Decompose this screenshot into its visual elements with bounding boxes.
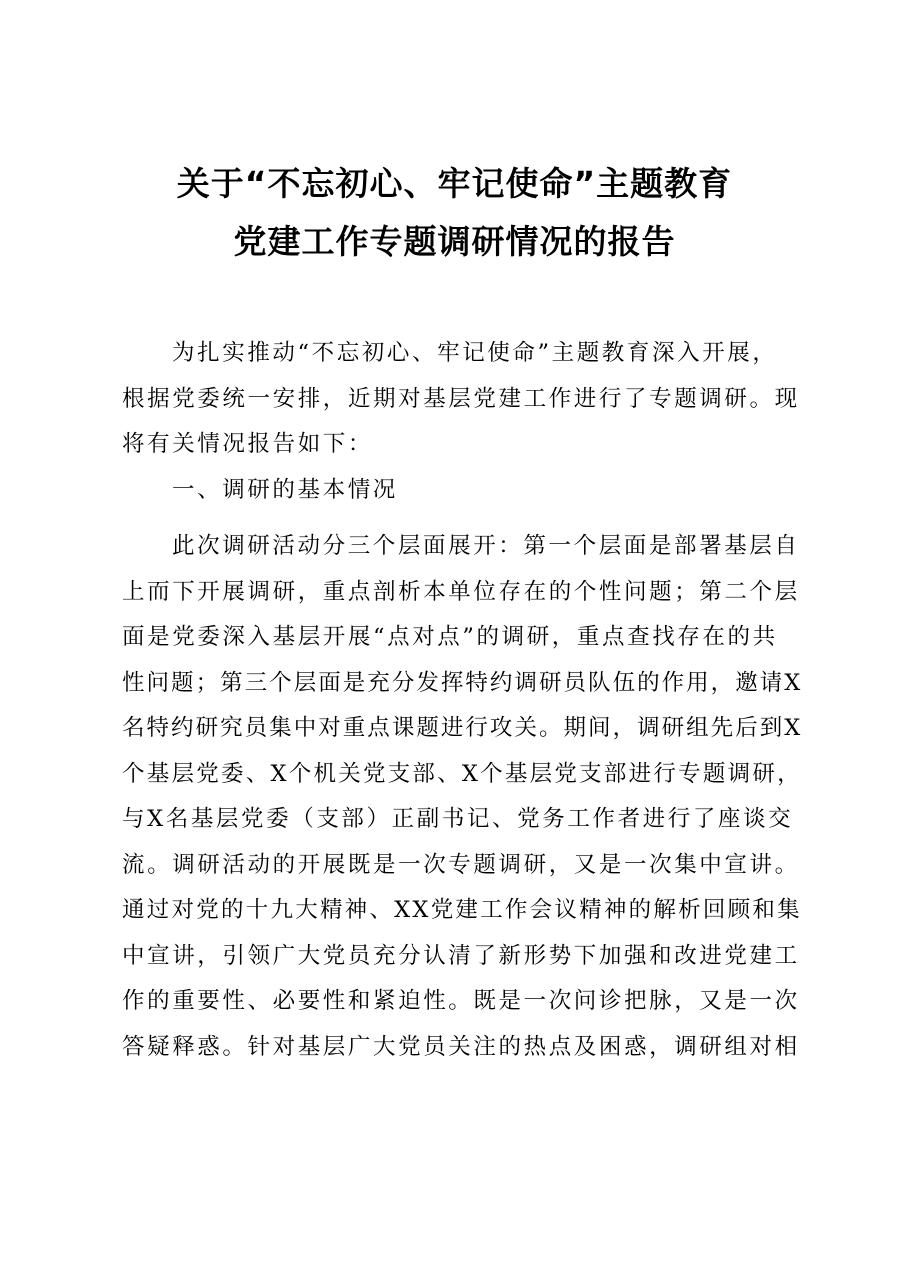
intro-paragraph	[122, 331, 802, 468]
body-line: 流。调研活动的开展既是一次专题调研，又是一次集中宣讲。	[122, 851, 800, 878]
body-line: 此次调研活动分三个层面展开：第一个层面是部署基层自	[172, 533, 800, 559]
section-heading	[122, 468, 802, 514]
body-line: 通过对党的十九大精神、XX党建工作会议精神的解析回顾和集	[122, 897, 802, 923]
document-title-line-1: 关于“不忘初心、牢记使命”主题教育	[176, 164, 733, 203]
body-line: 面是党委深入基层开展“点对点”的调研，重点查找存在的共	[122, 624, 778, 650]
body-line: 个基层党委、X个机关党支部、X个基层党支部进行专题调研，	[122, 760, 802, 787]
body-line: 作的重要性、必要性和紧迫性。既是一次问诊把脉，又是一次	[122, 988, 800, 1014]
intro-line: 为扎实推动“不忘初心、牢记使命”主题教育深入开展，	[172, 340, 778, 366]
body-line: 性问题；第三个层面是充分发挥特约调研员队伍的作用，邀请X	[122, 669, 803, 696]
document-title-line-2: 党建工作专题调研情况的报告	[233, 222, 676, 261]
body-paragraph	[122, 524, 802, 1070]
body-line: 上而下开展调研，重点剖析本单位存在的个性问题；第二个层	[122, 578, 800, 605]
intro-line: 根据党委统一安排，近期对基层党建工作进行了专题调研。现	[122, 385, 800, 412]
body-line: 名特约研究员集中对重点课题进行攻关。期间，调研组先后到X	[122, 715, 803, 741]
section-heading-text: 一、调研的基本情况	[172, 477, 398, 503]
body-line: 与X名基层党委（支部）正副书记、党务工作者进行了座谈交	[122, 806, 794, 832]
body-line: 答疑释惑。针对基层广大党员关注的热点及困惑，调研组对相	[122, 1033, 800, 1060]
intro-line: 将有关情况报告如下：	[122, 431, 374, 457]
body-line: 中宣讲，引领广大党员充分认清了新形势下加强和改进党建工	[122, 942, 800, 969]
